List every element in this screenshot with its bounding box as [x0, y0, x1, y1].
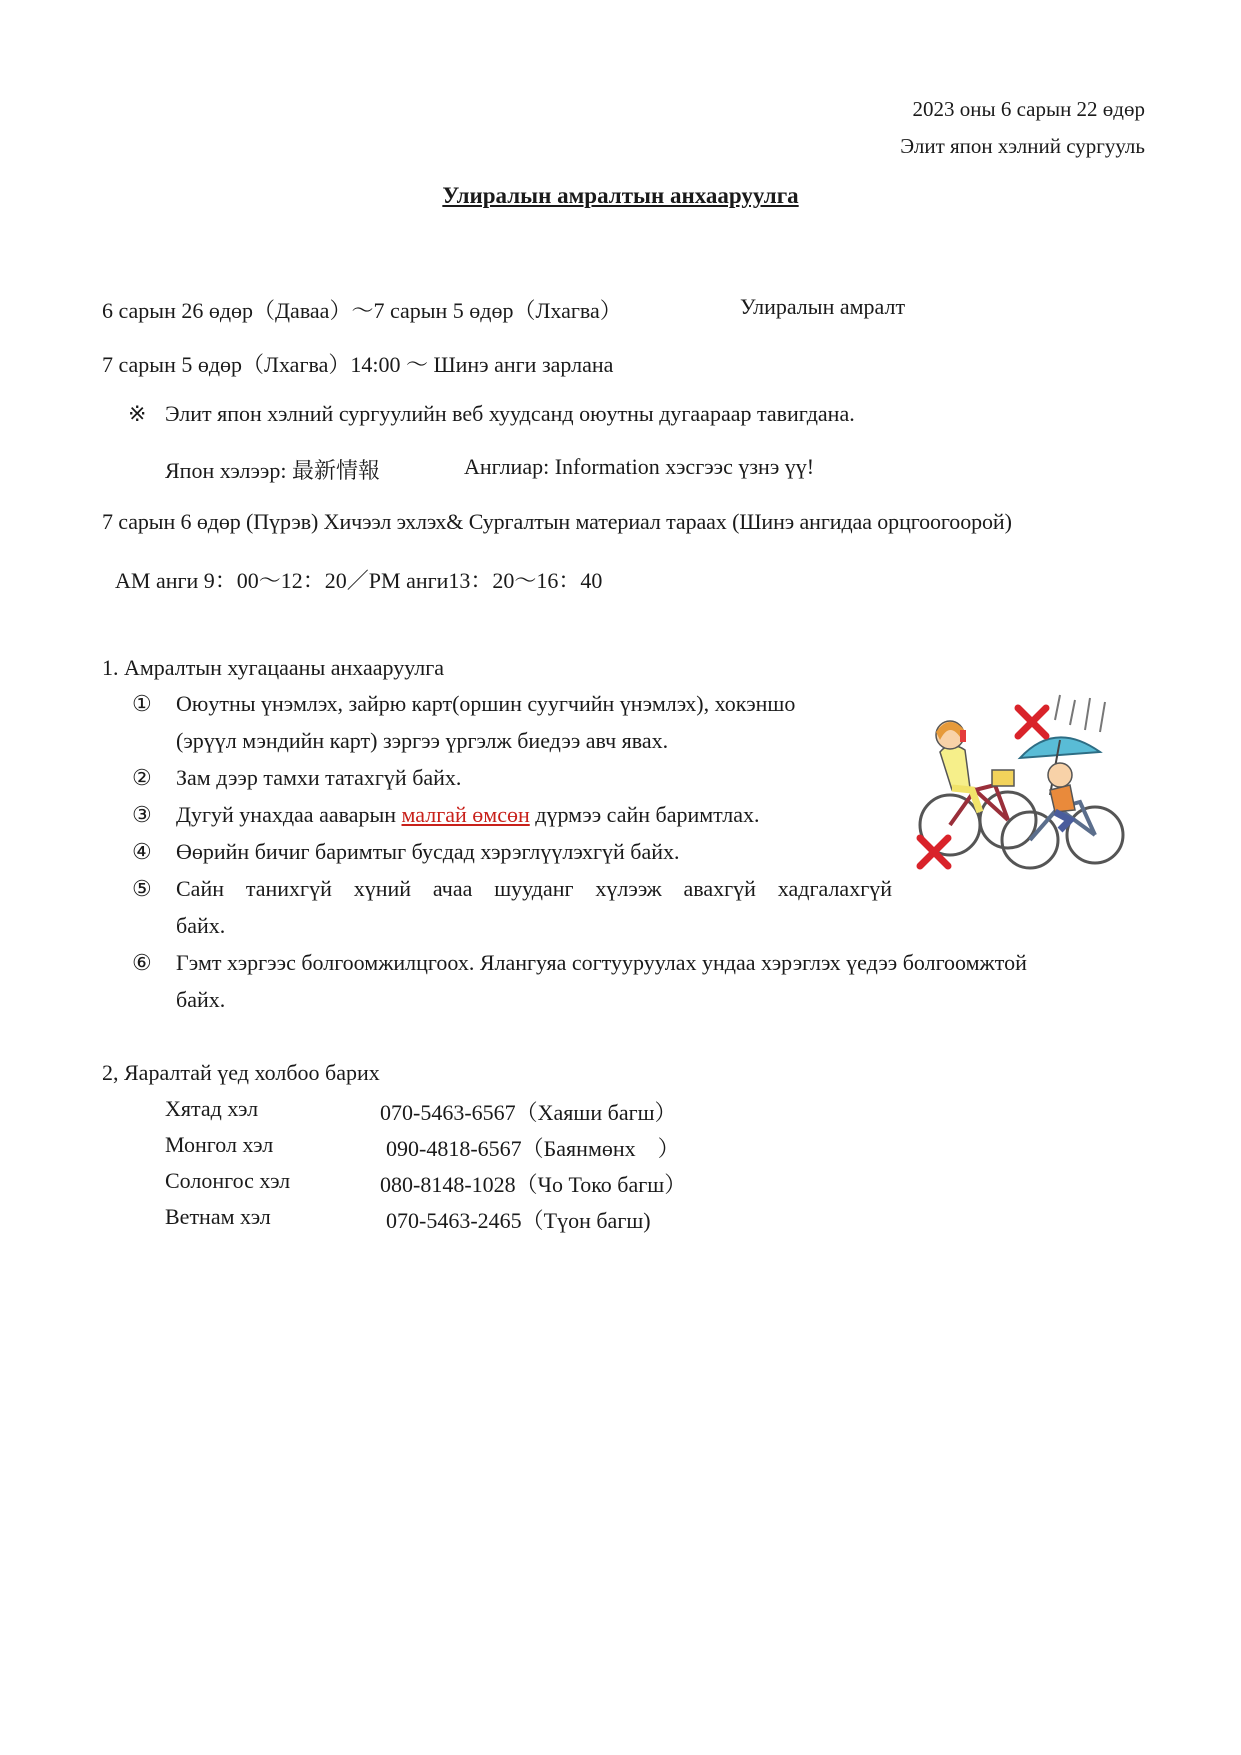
- helmet-highlight: малгай өмсөн: [401, 802, 530, 827]
- contact-language: Солонгос хэл: [165, 1168, 291, 1193]
- note-mark: ※: [128, 401, 147, 426]
- item-text: Оюутны үнэмлэх, зайрю карт(оршин суугчийн үнэмлэх), хокэншо: [176, 691, 796, 716]
- contact-phone: 070-5463-6567（Хаяши багш）: [380, 1100, 677, 1125]
- item-text: Гэмт хэргээс болгоомжилцгоох. Ялангуяа согтууруулах ундаа хэрэглэх үедээ болгоомжтой: [176, 950, 1027, 975]
- school-name: Элит япон хэлний сургууль: [900, 134, 1145, 158]
- girl-cyclist-icon: [920, 721, 1036, 855]
- new-class-announcement: 7 сарын 5 өдөр（Лхагва）14:00 ～ Шинэ анги зарлана: [102, 352, 614, 377]
- item-text: Өөрийн бичиг баримтыг бусдад хэрэглүүлэхгүй байх.: [176, 839, 680, 864]
- document-date: 2023 оны 6 сарын 22 өдөр: [912, 97, 1145, 121]
- contact-phone: 090-4818-6567（Баянмөнх ）: [386, 1136, 680, 1161]
- cross-icon: [920, 838, 948, 866]
- item-number: ②: [132, 765, 152, 790]
- item-number: ④: [132, 839, 152, 864]
- holiday-label: Улиралын амралт: [740, 294, 906, 319]
- contact-phone: 070-5463-2465（Түон багш): [386, 1208, 651, 1233]
- cross-icon: [1018, 708, 1046, 736]
- item-text: [176, 802, 760, 828]
- item-text: байх.: [176, 913, 226, 938]
- contact-language: Хятад хэл: [165, 1096, 259, 1121]
- japanese-info: Япон хэлээр: 最新情報: [165, 458, 380, 483]
- class-times: AM анги 9：00～12：20／PM анги13：20～16：40: [115, 568, 603, 593]
- boy-umbrella-cyclist-icon: [1002, 737, 1123, 868]
- english-info: Англиар: Information хэсгээс үзнэ үү!: [464, 454, 815, 479]
- item-number: ⑤: [132, 876, 152, 901]
- document-title: Улиралын амралтын анхааруулга: [442, 183, 799, 208]
- contact-language: Ветнам хэл: [165, 1204, 271, 1229]
- item-text: (эрүүл мэндийн карт) зэргээ үргэлж биедээ авч явах.: [176, 728, 669, 753]
- contact-phone: 080-8148-1028（Чо Токо багш）: [380, 1172, 687, 1197]
- item-number: ①: [132, 691, 152, 716]
- website-note: Элит япон хэлний сургуулийн веб хуудсанд оюутны дугаараар тавигдана.: [165, 401, 855, 426]
- item-number: ⑥: [132, 950, 152, 975]
- section2-heading: 2, Яаралтай үед холбоо барих: [102, 1060, 380, 1085]
- item-text-post: дүрмээ сайн баримтлах.: [529, 802, 760, 827]
- bicycle-safety-illustration: [910, 690, 1130, 875]
- rain-icon: [1055, 695, 1105, 732]
- item-text: Зам дээр тамхи татахгүй байх.: [176, 765, 462, 790]
- section1-heading: 1. Амралтын хугацааны анхааруулга: [102, 655, 445, 680]
- item-text: Сайн танихгүй хүний ачаа шууданг хүлээж авахгүй хадгалахгүй: [176, 876, 892, 901]
- holiday-dates: 6 сарын 26 өдөр（Даваа）～7 сарын 5 өдөр（Лхагва）: [102, 298, 622, 323]
- class-start-line: 7 сарын 6 өдөр (Пүрэв) Хичээл эхлэх& Сургалтын материал тараах (Шинэ ангидаа орцгоогоорой): [102, 509, 1012, 534]
- item-text-pre: Дугуй унахдаа ааварын: [176, 802, 402, 827]
- item-text: байх.: [176, 987, 226, 1012]
- contact-language: Монгол хэл: [165, 1132, 274, 1157]
- item-number: ③: [132, 802, 152, 827]
